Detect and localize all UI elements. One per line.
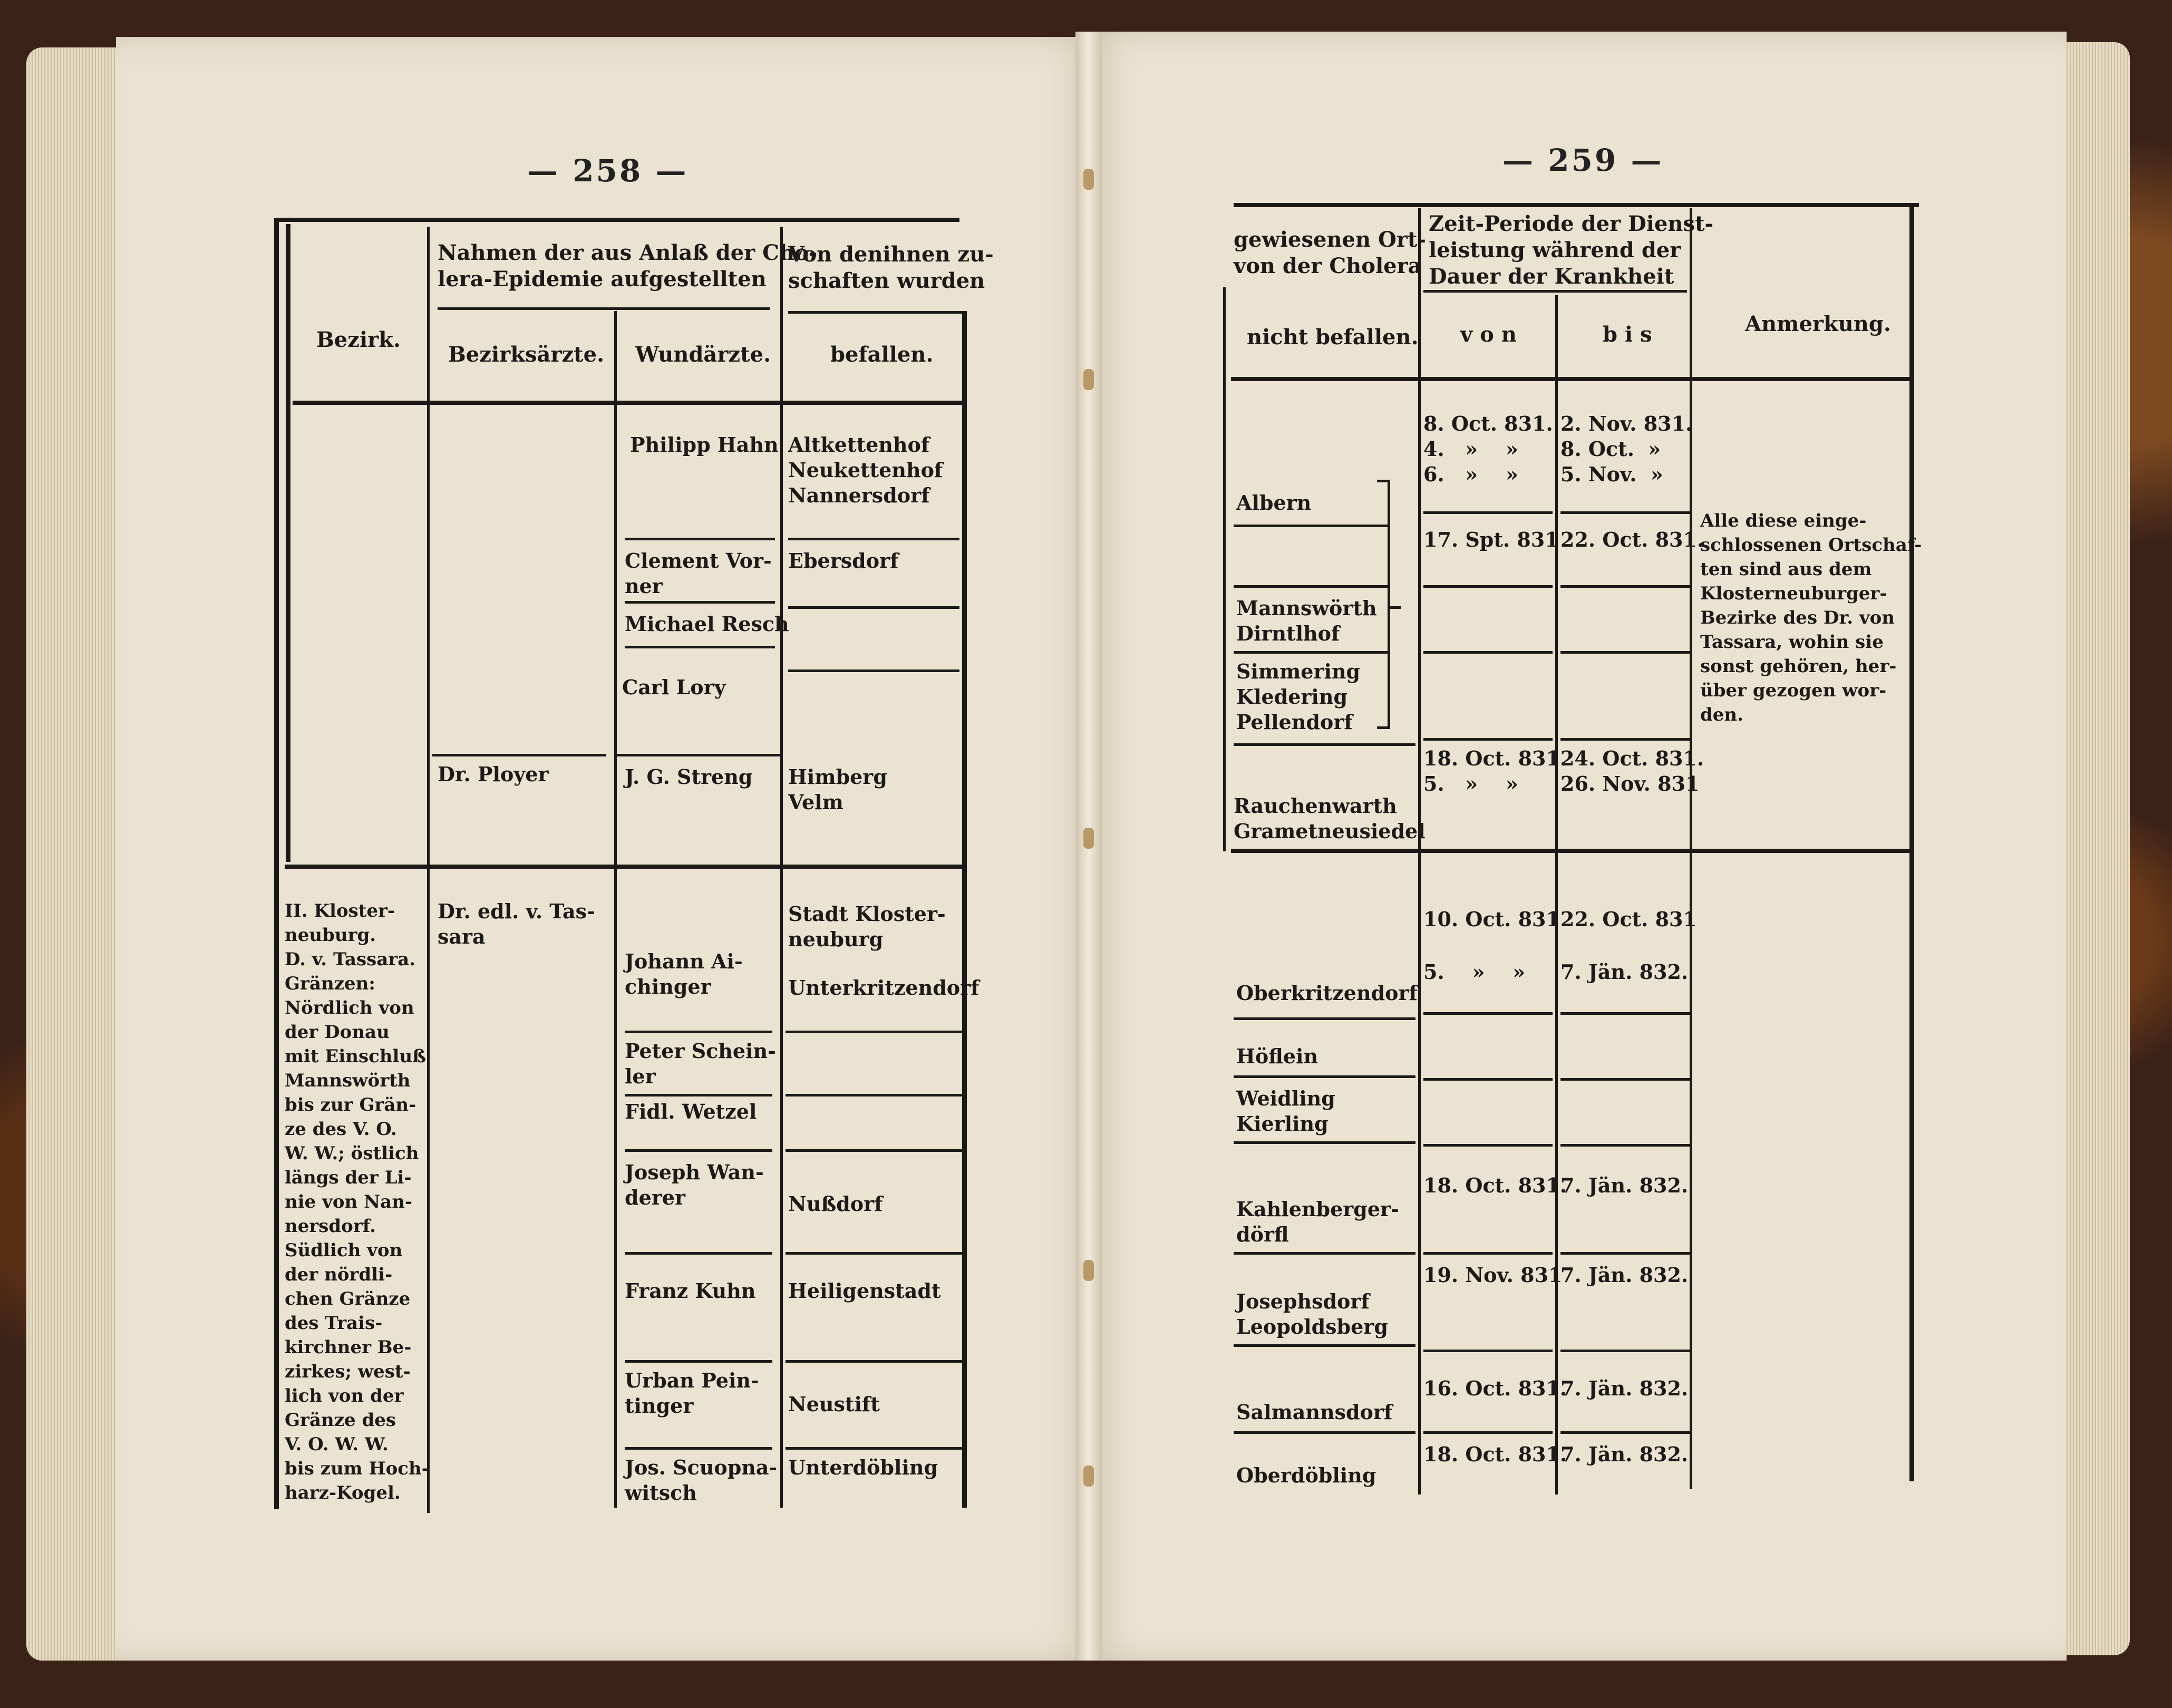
table-rule [1423,1144,1553,1147]
unaffected-place: Oberkritzendorf [1236,981,1418,1005]
header-surgeons: Wundärzte. [635,342,771,367]
surgeon-name: Carl Lory [622,675,726,699]
table-rule [1560,651,1690,654]
table-rule [1234,651,1389,654]
table-rule [1560,738,1690,741]
surgeon-name: Peter Schein- ler [625,1039,776,1088]
table-rule [625,1031,772,1033]
table-rule [1560,511,1690,514]
district-doctor-name: Dr. Ployer [438,762,549,786]
table-rule [1909,203,1914,1481]
table-rule [786,1149,962,1152]
table-rule [1423,1012,1553,1015]
header-not-affected: nicht befallen. [1247,325,1419,350]
unaffected-place: Kahlenberger- dörfl [1236,1197,1399,1246]
table-rule [1223,287,1226,851]
date-from: 18. Oct. 831. 5. » » [1423,746,1567,795]
affected-locality: Heiligenstadt [788,1279,941,1303]
date-from: 16. Oct. 831. [1423,1376,1567,1400]
unaffected-place: Mannswörth Dirntlhof [1236,596,1377,645]
surgeon-name: Clement Vor- ner [625,549,772,598]
table-rule [1423,511,1553,514]
table-rule [1234,1344,1415,1347]
surgeon-name: Joseph Wan- derer [625,1160,764,1209]
header-remark: Anmerkung. [1745,312,1891,336]
table-rule [786,1252,962,1255]
affected-locality: Altkettenhof Neukettenhof Nannersdorf [788,433,943,507]
unaffected-place: Oberdöbling [1236,1463,1376,1487]
affected-locality: Neustift [788,1392,880,1416]
header-names-group: Nahmen der aus Anlaß der Cho- lera-Epidemie aufgestellten [438,240,818,292]
table-rule [1234,1017,1415,1020]
surgeon-name: J. G. Streng [625,765,753,789]
page-edges-left [26,47,121,1661]
table-rule [1560,1078,1690,1081]
binding-stitch [1083,369,1094,390]
table-rule [788,606,959,609]
table-rule [625,601,775,604]
unaffected-place: Salmannsdorf [1236,1400,1393,1424]
page-number-left: — 258 — [527,153,689,189]
affected-locality: Unterkritzendorf [788,976,980,999]
unaffected-place: Rauchenwarth Grametneusiedel [1234,794,1426,843]
date-to: 2. Nov. 831. 8. Oct. » 5. Nov. » [1560,412,1693,486]
binding-stitch [1083,169,1094,190]
header-district-doctors: Bezirksärzte. [448,342,605,367]
date-to: 22. Oct. 831. [1560,528,1704,551]
unaffected-place: Höflein [1236,1044,1318,1068]
surgeon-name: Fidl. Wetzel [625,1100,757,1123]
affected-locality: Himberg Velm [788,765,887,814]
date-to: 7. Jän. 832. [1560,1376,1689,1400]
binding-stitch [1083,828,1094,849]
date-from: 18. Oct. 831. [1423,1173,1567,1197]
unaffected-place: Weidling Kierling [1236,1086,1335,1136]
affected-locality: Nußdorf [788,1192,883,1216]
table-rule [1234,1431,1415,1434]
header-period-group: Zeit-Periode der Dienst- leistung während der Dauer der Krankheit [1429,211,1714,289]
grouping-brace [1377,480,1390,482]
table-rule [786,1031,962,1033]
grouping-brace [1388,480,1390,727]
unaffected-place: Josephsdorf Leopoldsberg [1236,1289,1388,1338]
surgeon-name: Urban Pein- tinger [625,1369,759,1418]
table-rule [1560,1431,1690,1434]
table-rule [1234,1075,1415,1078]
date-from: 10. Oct. 831 [1423,907,1560,931]
table-rule [962,311,967,1508]
table-rule [1234,525,1389,527]
table-rule [293,401,965,405]
table-rule [786,1094,962,1096]
table-rule [614,754,780,756]
table-rule [1231,849,1911,853]
table-rule [1234,585,1389,588]
date-from: 5. » » [1423,960,1526,984]
header-from: v o n [1460,322,1517,347]
surgeon-name: Franz Kuhn [625,1279,756,1303]
table-rule [1423,1078,1553,1081]
table-rule [286,224,290,862]
header-localities-group: Von denihnen zu- schaften wurden [788,242,994,293]
table-rule [1234,1141,1415,1144]
binding-stitch [1083,1260,1094,1281]
remark-text: Alle diese einge- schlossenen Ortschaf- ten sind aus dem Klosterneuburger- Bezirke des Dr. von Tassara, wohin sie sonst gehören, her- über gezogen wor- den. [1700,510,1922,725]
affected-locality: Unterdöbling [788,1455,938,1479]
table-rule [625,1447,772,1450]
affected-locality: Ebersdorf [788,549,899,572]
table-rule [788,311,962,314]
table-rule [1423,1252,1553,1255]
table-rule [614,311,617,1508]
date-from: 17. Spt. 831 [1423,528,1559,551]
table-rule [1560,1350,1690,1352]
table-rule [1423,1431,1553,1434]
date-from: 8. Oct. 831. 4. » » 6. » » [1423,412,1553,486]
table-rule [1560,1252,1690,1255]
table-rule [788,538,959,540]
header-district: Bezirk. [316,327,401,352]
grouping-brace [1389,606,1401,609]
table-rule [1555,295,1558,1494]
table-rule [1234,743,1415,746]
table-rule [432,754,606,756]
table-rule [274,218,279,1509]
table-rule [1423,1350,1553,1352]
table-rule [438,307,770,310]
page-number-right: — 259 — [1502,142,1664,178]
table-rule [1234,203,1919,207]
table-rule [1423,290,1687,293]
table-rule [625,1149,772,1152]
affected-locality: Stadt Kloster- neuburg [788,902,946,951]
table-rule [1423,585,1553,588]
district-description: II. Kloster- neuburg. D. v. Tassara. Gränzen: Nördlich von der Donau mit Einschluß Mannswörth bis zur Grän- ze des V. O. W. W.; östlich längs der Li- nie von Nan- nersdorf. Südlich von der nördli- chen Gränze des Trais- kirchner Be- zirkes; west- lich von der Gränze des V. O. W. W. bis zum Hoch- harz-Kogel. [285,900,429,1503]
date-from: 18. Oct. 831. [1423,1442,1567,1466]
header-affected: befallen. [830,342,934,367]
table-rule [1423,651,1553,654]
date-to: 7. Jän. 832. [1560,1442,1689,1466]
table-rule [625,1094,772,1096]
surgeon-name: Michael Resch [625,612,789,636]
table-rule [1560,1144,1690,1147]
table-rule [1423,738,1553,741]
header-not-affected-group: gewiesenen Ort- von der Cholera [1234,227,1426,278]
date-to: 7. Jän. 832. [1560,1173,1689,1197]
table-rule [625,1360,772,1363]
unaffected-place: Albern [1236,491,1312,515]
unaffected-place: Simmering Kledering Pellendorf [1236,659,1361,734]
table-rule [786,1360,962,1363]
table-rule [786,1447,962,1450]
table-rule [788,669,959,672]
surgeon-name: Johann Ai- chinger [625,949,743,998]
table-rule [274,218,959,222]
table-rule [625,538,775,540]
date-to: 7. Jän. 832. [1560,1263,1689,1287]
date-from: 19. Nov. 831 [1423,1263,1563,1287]
table-rule [625,1252,772,1255]
table-rule [625,646,775,648]
table-rule [1231,377,1911,381]
table-rule [1234,1252,1415,1255]
table-rule [285,865,965,869]
surgeon-name: Jos. Scuopna- witsch [625,1455,778,1505]
district-doctor-name: Dr. edl. v. Tas- sara [438,899,595,948]
table-rule [1560,1012,1690,1015]
date-to: 24. Oct. 831. 26. Nov. 831 [1560,746,1704,795]
surgeon-name: Philipp Hahn [630,433,779,457]
binding-stitch [1083,1466,1094,1487]
grouping-brace [1377,726,1390,729]
date-to: 22. Oct. 831 [1560,907,1697,931]
header-to: b i s [1603,322,1652,347]
table-rule [1560,585,1690,588]
date-to: 7. Jän. 832. [1560,960,1689,984]
